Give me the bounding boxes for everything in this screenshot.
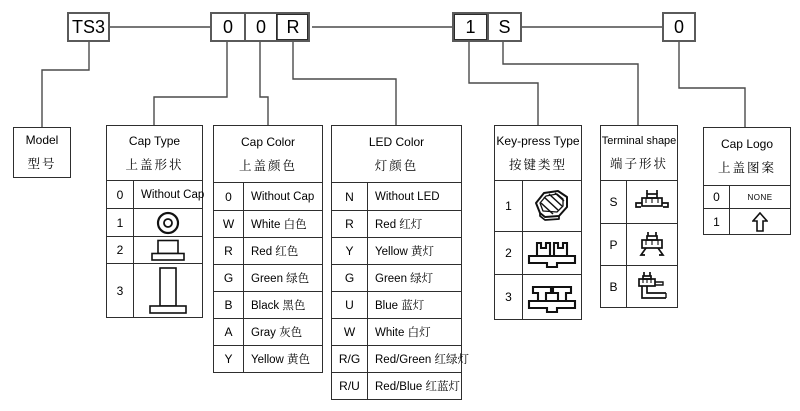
row-label: Black 黑色 <box>251 300 306 312</box>
table-row <box>495 274 581 319</box>
table-row <box>107 236 202 263</box>
keypress-code-box: 1 <box>454 14 487 40</box>
row-label: Red 红色 <box>251 246 299 258</box>
tall-plunger-side-view-icon <box>146 266 190 316</box>
row-icon-cell <box>627 181 677 223</box>
row-code: G <box>214 265 244 291</box>
cap-logo-header <box>704 128 790 186</box>
row-code: R <box>214 238 244 264</box>
row-label: White 白色 <box>251 219 307 231</box>
row-label: Red/Green 红绿灯 <box>375 354 469 366</box>
smd-terminal-icon <box>634 188 670 216</box>
switch-front-flanged-terminals-icon <box>525 279 579 315</box>
row-code: B <box>601 266 627 307</box>
table-row <box>332 183 461 210</box>
row-label: Green 绿灯 <box>375 273 434 285</box>
terminal-shape-subtitle: 端子形状 <box>609 156 668 171</box>
row-label: Yellow 黄灯 <box>375 246 435 258</box>
terminal-shape-table <box>600 125 678 308</box>
terminal-shape-header <box>601 126 677 181</box>
model-code-box: TS3 <box>67 12 110 42</box>
wire-to-captype-table <box>154 42 227 125</box>
model-subtitle: 型号 <box>27 157 57 171</box>
row-code: Y <box>332 238 368 264</box>
row-label: Yellow 黄色 <box>251 354 311 366</box>
row-code: P <box>601 224 627 265</box>
row-icon-cell <box>627 266 677 307</box>
keypress-type-title: Key-press Type <box>496 133 580 148</box>
table-row <box>704 186 790 208</box>
table-row <box>601 223 677 265</box>
row-label: Without Cap <box>251 190 315 203</box>
cap-logo-title: Cap Logo <box>720 137 774 151</box>
table-row <box>332 291 461 318</box>
row-code: 1 <box>495 181 523 231</box>
row-icon-cell <box>627 224 677 265</box>
row-code: W <box>214 211 244 237</box>
table-row <box>332 345 469 372</box>
row-label: Without LED <box>375 190 440 203</box>
table-row <box>601 181 677 223</box>
row-code: 3 <box>495 275 523 319</box>
row-label: Without Cap <box>141 188 205 201</box>
led-color-header <box>332 126 461 183</box>
led-color-title: LED Color <box>368 134 425 149</box>
table-row <box>214 345 322 372</box>
row-code: R <box>332 211 368 237</box>
table-row <box>214 237 322 264</box>
table-row <box>332 237 461 264</box>
row-code: 0 <box>704 186 730 208</box>
row-icon-cell <box>523 275 581 319</box>
led-color-subtitle: 灯颜色 <box>374 158 419 173</box>
table-row <box>332 318 461 345</box>
row-label: White 白灯 <box>375 327 431 339</box>
row-code: 0 <box>214 183 244 210</box>
switch-option-code-group <box>452 12 522 42</box>
row-code: Y <box>214 346 244 372</box>
wire-to-ledcolor-table <box>293 42 396 125</box>
row-code: 1 <box>704 209 730 234</box>
table-row <box>332 264 461 291</box>
cap-type-title: Cap Type <box>128 133 181 148</box>
cap-type-table <box>106 125 203 318</box>
low-cap-side-view-icon <box>148 238 188 262</box>
model-table <box>13 127 71 178</box>
switch-isometric-view-icon <box>531 186 573 226</box>
table-row <box>107 181 205 208</box>
table-row <box>107 263 202 317</box>
table-row <box>214 318 322 345</box>
row-code: S <box>601 181 627 223</box>
wire-to-capcolor-table <box>260 42 268 125</box>
table-row <box>495 231 581 274</box>
table-row <box>214 183 322 210</box>
cap-type-header <box>107 126 202 181</box>
row-code: R/G <box>332 346 368 372</box>
table-row <box>704 208 790 234</box>
cap-logo-subtitle: 上盖图案 <box>717 161 776 175</box>
row-code: 3 <box>107 264 134 317</box>
round-cap-top-view-icon <box>154 211 182 235</box>
terminal-code-box: S <box>487 14 520 40</box>
row-code: A <box>214 319 244 345</box>
led-color-code-box: R <box>276 14 308 40</box>
table-row <box>214 291 322 318</box>
keypress-type-header <box>495 126 581 181</box>
switch-front-straight-terminals-icon <box>525 236 579 270</box>
row-icon-cell <box>523 181 581 231</box>
row-icon-cell <box>523 232 581 274</box>
model-title: Model <box>25 133 59 147</box>
up-arrow-icon <box>752 212 768 232</box>
cap-color-code-box: 0 <box>244 14 276 40</box>
table-row <box>601 265 677 307</box>
row-code: 2 <box>107 237 134 263</box>
led-color-table <box>331 125 469 400</box>
row-icon-cell <box>134 264 202 317</box>
row-code: 1 <box>107 209 134 236</box>
terminal-shape-title: Terminal shape <box>601 134 677 147</box>
keypress-type-table <box>494 125 582 320</box>
cap-logo-code-box: 0 <box>662 12 696 42</box>
wire-to-model-table <box>42 42 89 127</box>
cap-color-table <box>213 125 323 373</box>
table-row <box>214 264 322 291</box>
cap-type-code-box: 0 <box>222 16 233 37</box>
right-angle-terminal-icon <box>633 271 671 303</box>
row-code: B <box>214 292 244 318</box>
row-code: W <box>332 319 368 345</box>
row-label: Gray 灰色 <box>251 327 303 339</box>
row-label: Blue 蓝灯 <box>375 300 425 312</box>
cap-option-code-group <box>210 12 310 42</box>
row-code: R/U <box>332 373 368 399</box>
cap-color-title: Cap Color <box>240 134 296 149</box>
table-row <box>495 181 581 231</box>
row-code: N <box>332 183 368 210</box>
table-row <box>107 208 202 236</box>
row-label: Green 绿色 <box>251 273 310 285</box>
row-icon-cell <box>730 209 790 234</box>
row-label: Red 红灯 <box>375 219 423 231</box>
pc-pin-terminal-icon <box>634 231 670 259</box>
table-row <box>332 210 461 237</box>
cap-color-subtitle: 上盖颜色 <box>238 158 297 173</box>
row-code: 0 <box>107 181 134 208</box>
cap-logo-table <box>703 127 791 235</box>
cap-type-subtitle: 上盖形状 <box>125 157 184 172</box>
cap-color-header <box>214 126 322 183</box>
row-code: U <box>332 292 368 318</box>
row-code: G <box>332 265 368 291</box>
row-label: NONE <box>747 192 773 202</box>
table-row <box>332 372 461 399</box>
row-label: Red/Blue 红蓝灯 <box>375 381 461 393</box>
row-icon-cell <box>134 209 202 236</box>
table-row <box>214 210 322 237</box>
row-code: 2 <box>495 232 523 274</box>
wire-to-caplogo-table <box>679 42 745 127</box>
row-icon-cell <box>134 237 202 263</box>
keypress-type-subtitle: 按键类型 <box>508 157 567 172</box>
